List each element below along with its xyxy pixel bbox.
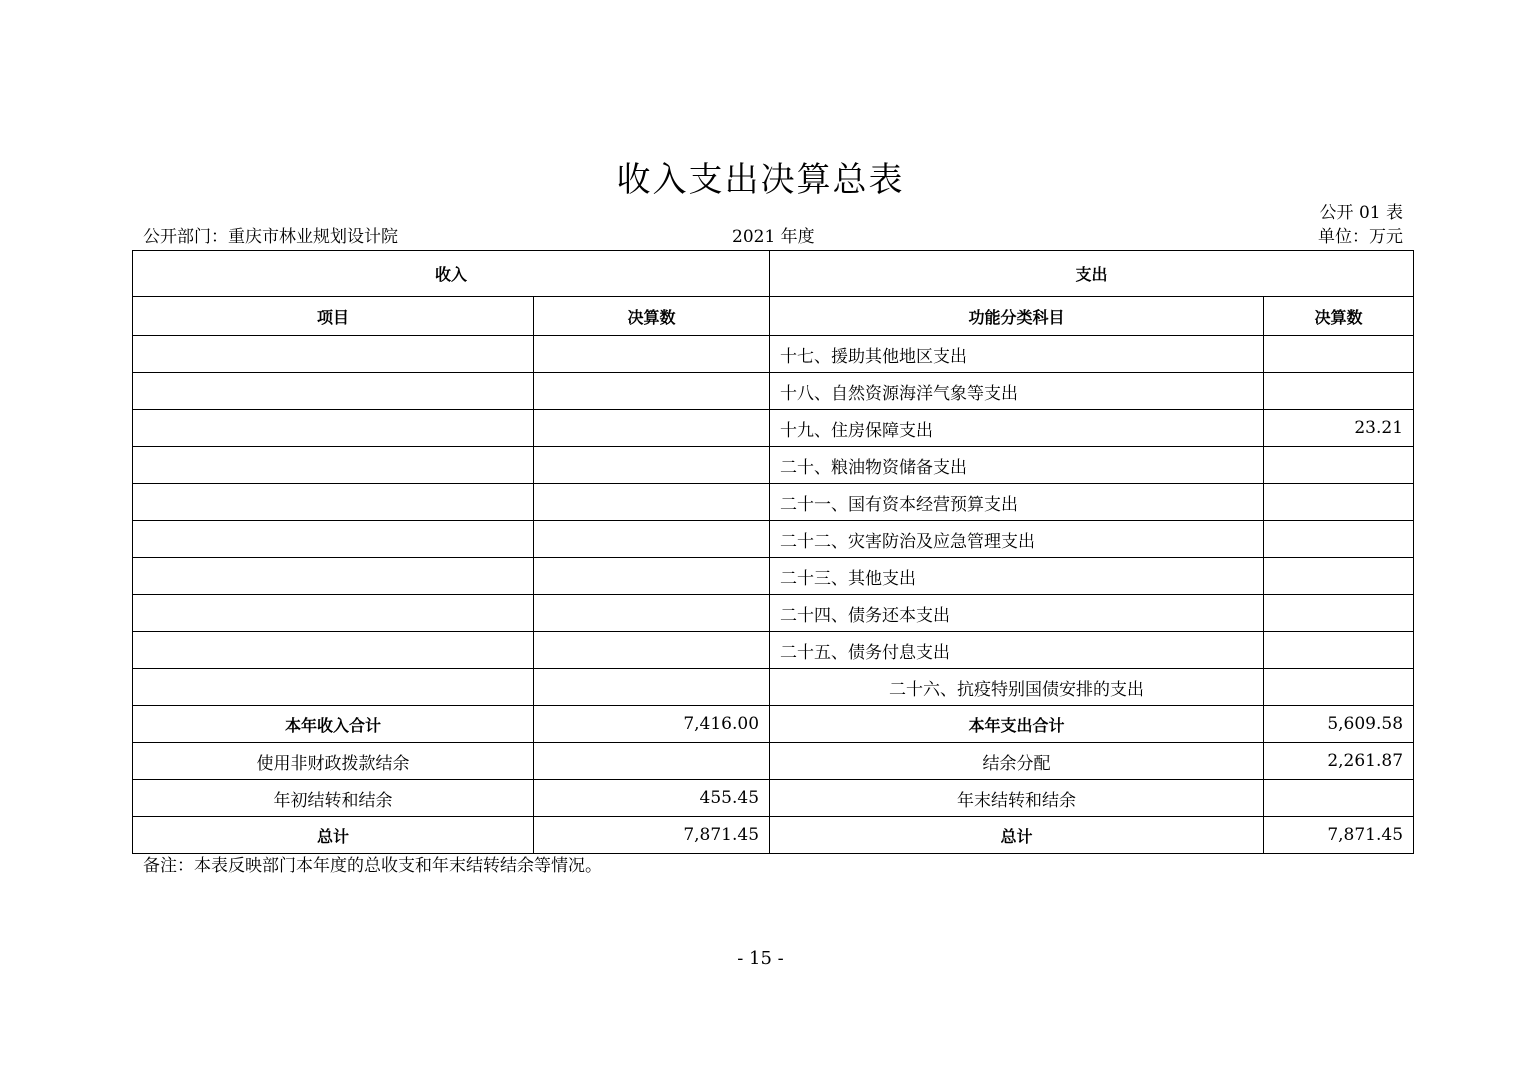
expense-amount-cell [1264,336,1414,373]
table-row [133,373,1414,410]
income-item-cell [133,595,534,632]
department-label: 公开部门：重庆市林业规划设计院 [143,227,398,247]
income-item-cell [133,669,534,706]
expense-item-cell: 二十五、债务付息支出 [770,632,1264,669]
page-title: 收入支出决算总表 [616,160,905,200]
income-item-cell [133,558,534,595]
form-number: 公开 01 表 [1319,203,1403,223]
unit-label: 单位：万元 [1318,227,1403,247]
income-amount-cell [534,632,770,669]
income-amount-cell [534,373,770,410]
expense-item-cell: 本年支出合计 [770,706,1264,743]
expense-amount-cell [1264,521,1414,558]
income-item-cell [133,410,534,447]
function-category-column-header: 功能分类科目 [770,297,1264,336]
income-expense-table [132,250,1414,854]
expense-item-cell: 二十一、国有资本经营预算支出 [770,484,1264,521]
expense-item-cell: 二十、粮油物资储备支出 [770,447,1264,484]
income-item-cell: 使用非财政拨款结余 [133,743,534,780]
table-row [133,336,1414,373]
table-row [133,447,1414,484]
expense-item-cell: 十八、自然资源海洋气象等支出 [770,373,1264,410]
expense-amount-cell [1264,669,1414,706]
expense-amount-cell [1264,447,1414,484]
income-item-cell [133,447,534,484]
table-row [133,558,1414,595]
item-column-header: 项目 [133,297,534,336]
expense-item-cell: 十九、住房保障支出 [770,410,1264,447]
income-amount-cell [534,743,770,780]
expense-amount-cell [1264,373,1414,410]
income-amount-cell: 7,871.45 [534,817,770,854]
expense-amount-cell: 5,609.58 [1264,706,1414,743]
header-row-columns [133,297,1414,336]
expense-item-cell: 年末结转和结余 [770,780,1264,817]
expense-item-cell: 总计 [770,817,1264,854]
income-amount-cell [534,484,770,521]
income-amount-column-header: 决算数 [534,297,770,336]
expense-item-cell: 二十四、债务还本支出 [770,595,1264,632]
income-item-cell [133,521,534,558]
income-amount-cell [534,447,770,484]
table-row [133,484,1414,521]
income-amount-cell [534,595,770,632]
income-amount-cell [534,669,770,706]
table-row [133,521,1414,558]
expense-amount-column-header: 决算数 [1264,297,1414,336]
income-item-cell [133,484,534,521]
summary-row-grand-total [133,817,1414,854]
income-amount-cell: 7,416.00 [534,706,770,743]
table-row [133,595,1414,632]
expense-amount-cell [1264,484,1414,521]
expense-item-cell: 十七、援助其他地区支出 [770,336,1264,373]
expense-amount-cell [1264,558,1414,595]
income-item-cell: 总计 [133,817,534,854]
summary-row-carryover [133,780,1414,817]
expense-item-cell: 二十六、抗疫特别国债安排的支出 [770,669,1264,706]
expense-item-cell: 二十二、灾害防治及应急管理支出 [770,521,1264,558]
expense-item-cell: 结余分配 [770,743,1264,780]
income-amount-cell [534,521,770,558]
expense-amount-cell: 2,261.87 [1264,743,1414,780]
income-item-cell [133,632,534,669]
expense-item-cell: 二十三、其他支出 [770,558,1264,595]
fiscal-year: 2021 年度 [732,227,815,247]
table-note: 备注：本表反映部门本年度的总收支和年末结转结余等情况。 [143,856,602,876]
table-row [133,669,1414,706]
expense-amount-cell [1264,780,1414,817]
income-amount-cell [534,558,770,595]
summary-row-annual-total [133,706,1414,743]
expense-amount-cell: 23.21 [1264,410,1414,447]
income-item-cell [133,336,534,373]
income-item-cell: 本年收入合计 [133,706,534,743]
income-amount-cell [534,410,770,447]
income-header: 收入 [133,251,770,297]
summary-row-balance [133,743,1414,780]
income-item-cell [133,373,534,410]
expense-header: 支出 [770,251,1414,297]
income-item-cell: 年初结转和结余 [133,780,534,817]
income-amount-cell: 455.45 [534,780,770,817]
page-number: - 15 - [737,948,784,969]
table-row [133,632,1414,669]
expense-amount-cell [1264,632,1414,669]
expense-amount-cell [1264,595,1414,632]
header-row-groups [133,251,1414,297]
table-row [133,410,1414,447]
income-amount-cell [534,336,770,373]
expense-amount-cell: 7,871.45 [1264,817,1414,854]
